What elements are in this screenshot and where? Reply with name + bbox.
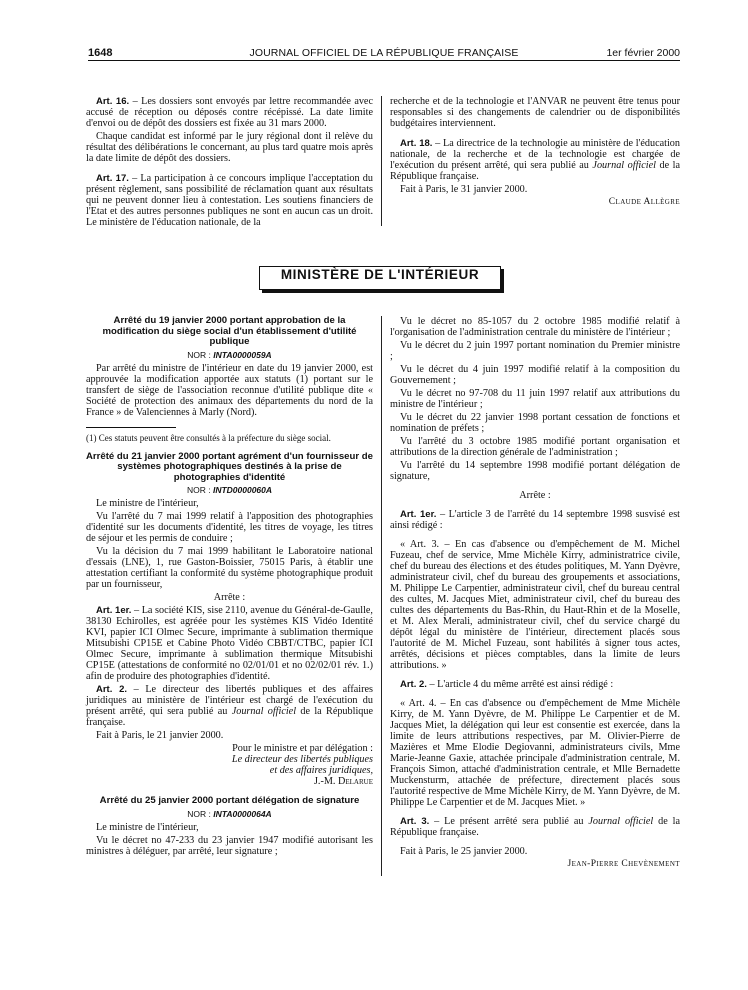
article-label: Art. 18. <box>400 138 433 149</box>
decree-title: Arrêté du 19 janvier 2000 portant approbation de la modification du siège social d'un établissement d'utilité publique <box>102 315 357 347</box>
top-right-column <box>390 96 680 210</box>
visa: Vu l'arrêté du 14 septembre 1998 modifié portant délégation de signature, <box>390 460 680 482</box>
arrete-heading: Arrête : <box>519 490 551 501</box>
paragraph: Vu le décret no 47-233 du 23 janvier 1947 modifié autorisant les ministres à déléguer, par arrêté, leur signature ; <box>86 834 373 857</box>
place-date: Fait à Paris, le 21 janvier 2000. <box>96 730 224 741</box>
article-text: – La participation à ce concours implique l'acceptation du présent règlement, sans possibilité de réclamation quant aux résultats qui ne peuvent donner lieu à contestation. Les soutiens financiers de l'Etat et des autres personnes publiques ne sont en aucun cas un droit. Le ministère de l'éducation nationale, de la <box>86 173 373 228</box>
article-18: Art. 18. – La directrice de la technologie au ministère de l'éducation nationale, de la recherche et de la technologie est chargée de l'exécution du présent arrêté, qui sera publié au Journal officiel de la République française. <box>390 138 681 182</box>
bottom-right-column <box>390 316 680 872</box>
decree-title: Arrêté du 21 janvier 2000 portant agrément d'un fournisseur de systèmes photographiques destinés à la prise de photographies d'identité <box>86 450 373 483</box>
article-1: Art. 1er. – La société KIS, sise 2110, avenue du Général-de-Gaulle, 38130 Echirolles, est agréée pour les systèmes KIS Vidéo Identité KVI, papier ICI Olmec Secure, imprimante à sublimation thermique Mitsubishi CP15E et Cabine Photo Vidéo CBBT/CTBC, papier ICI Olmec Secure, imprimante à sublimation thermique Mitsubishi CP15E (attestations de conformité no 02/01/01 et no 02/02/01 rév. 1.) afin de produire des photographies d'identité. <box>86 605 373 682</box>
column-divider <box>381 316 382 876</box>
quoted-article-3: « Art. 3. – En cas d'absence ou d'empêchement de M. Michel Fuzeau, chef de service, Mme Michèle Kirry, administratrice civile, chef du bureau des élections et des études politiques, M. Yann Dyèvre, administrateur civil, chef du bureau des groupements et associations, M. Philippe Le Carpentier, administrateur civil, chef du bureau central des cultes, M. Jacques Miet, administrateur civil, chef du bureau des cultes des départements du Bas-Rhin, du Haut-Rhin et de la Moselle, et M. Alex Merali, administrateur civil, chef du service chargé du dépôt légal du ministère de l'intérieur, directement placés sous l'autorité de M. Michel Fuzeau, sont habilités à signer tous actes, arrêtés, décisions et pièces comptables, dans la limite de leurs attributions. » <box>390 539 680 671</box>
place-date: Fait à Paris, le 25 janvier 2000. <box>400 846 528 857</box>
paragraph: Vu la décision du 7 mai 1999 habilitant le Laboratoire national d'essais (LNE), 1, rue Gaston-Boissier, 75015 Paris, à établir une attestation certifiant la conformité du système photographique produit par un fournisseur, <box>86 546 373 590</box>
decree-body: Par arrêté du ministre de l'intérieur en date du 19 janvier 2000, est approuvée la modification apportée aux statuts (1) portant sur le transfert de siège de l'association reconnue d'utilité publique dite « Société de protection des animaux des départements du nord de la France » de Valenciennes à Marly (Nord). <box>86 362 373 418</box>
article-16-paragraph: Chaque candidat est informé par le jury régional dont il relève du résultat des délibérations le concernant, au plus tard quatre mois après la date limite de dépôt des dossiers. <box>86 131 373 164</box>
paragraph: Vu l'arrêté du 7 mai 1999 relatif à l'apposition des photographies d'identité sur les documents d'identité, les titres de voyage, les titres de séjour et les permis de conduire ; <box>86 511 373 544</box>
article-label: Art. 17. <box>96 173 129 184</box>
article-label: Art. 16. <box>96 96 130 107</box>
page-header <box>88 47 680 61</box>
visa: Vu le décret du 22 janvier 1998 portant cessation de fonctions et nomination de préfets ; <box>390 412 680 434</box>
article-3: Art. 3. – Le présent arrêté sera publié au Journal officiel de la République française. <box>390 816 681 838</box>
nor-reference: NOR : INTD0000060A <box>186 485 273 495</box>
visa: Vu le décret no 85-1057 du 2 octobre 1985 modifié relatif à l'organisation de l'administration centrale du ministère de l'intérieur ; <box>390 316 680 338</box>
signature-block: Pour le ministre et par délégation : Le directeur des libertés publiques et des affaires juridiques, J.-M. Delarue <box>231 743 373 787</box>
nor-reference: NOR : INTA0000064A <box>187 808 272 819</box>
article-17 <box>86 173 373 228</box>
bottom-left-column <box>86 316 373 859</box>
page-number: 1648 <box>88 47 113 59</box>
signer-name: Jean-Pierre Chevènement <box>567 859 680 869</box>
article-1: Art. 1er. – L'article 3 de l'arrêté du 14 septembre 1998 susvisé est ainsi rédigé : <box>390 509 680 531</box>
quoted-article-4: « Art. 4. – En cas d'absence ou d'empêchement de Mme Michèle Kirry, de M. Yann Dyèvre, de M. Philippe Le Carpentier et de M. Jacques Miet, la délégation qui leur est consentie est exercée, dans la limite de leurs attributions respectives, par M. Olivier-Pierre de Mazières et Mme Elodie Degiovanni, administrateurs civils, Mme Marie-Jeanne Gaxie, attachée principale d'administration centrale, M. François Simon, attaché d'administration centrale, et Mlle Bernadette Muckensturm, attachée de préfecture, directement placés sous l'autorité respective de Mme Michèle Kirry, de M. Yann Dyèvre, de M. Philippe Le Carpentier et de M. Jacques Miet. » <box>390 698 680 808</box>
visa: Vu le décret du 4 juin 1997 modifié relatif à la composition du Gouvernement ; <box>390 364 680 386</box>
column-divider <box>381 96 382 226</box>
article-2: Art. 2. – Le directeur des libertés publiques et des affaires juridiques au ministère de l'intérieur est chargé de l'exécution du présent arrêté, qui sera publié au Journal officiel de la République française. <box>86 684 373 728</box>
footnote-rule <box>86 427 176 428</box>
ministry-title: MINISTÈRE DE L'INTÉRIEUR <box>280 267 480 282</box>
article-16 <box>86 96 373 129</box>
visa: Vu le décret du 2 juin 1997 portant nomination du Premier ministre ; <box>390 340 680 362</box>
article-text: – Les dossiers sont envoyés par lettre recommandée avec accusé de réception ou déposés contre récépissé. La date limite d'envoi ou de dépôt des dossiers est fixée au 31 mars 2000. <box>86 96 373 129</box>
paragraph: Le ministre de l'intérieur, <box>96 498 199 509</box>
journal-title: JOURNAL OFFICIEL DE LA RÉPUBLIQUE FRANÇAISE <box>249 47 519 59</box>
footnote: (1) Ces statuts peuvent être consultés à la préfecture du siège social. <box>86 432 331 443</box>
issue-date: 1er février 2000 <box>606 47 680 59</box>
signer-name: Claude Allègre <box>608 197 680 207</box>
visa: Vu le décret no 97-708 du 11 juin 1997 relatif aux attributions du ministre de l'intérieur ; <box>390 388 680 410</box>
arrete-heading: Arrête : <box>213 592 246 603</box>
place-date: Fait à Paris, le 31 janvier 2000. <box>400 184 528 195</box>
paragraph: Le ministre de l'intérieur, <box>96 821 199 833</box>
article-2: Art. 2. – L'article 4 du même arrêté est ainsi rédigé : <box>400 679 614 690</box>
decree-title: Arrêté du 25 janvier 2000 portant délégation de signature <box>99 795 360 806</box>
ministry-heading <box>259 266 501 290</box>
header-rule <box>88 60 680 61</box>
nor-reference: NOR : INTA0000059A <box>187 349 272 360</box>
continuation-text: recherche et de la technologie et l'ANVAR ne peuvent être tenus pour responsables si des changements de calendrier ou de disponibilités budgétaires interviennent. <box>390 96 680 129</box>
top-left-column <box>86 96 373 230</box>
visa: Vu l'arrêté du 3 octobre 1985 modifié portant organisation et attributions de la direction générale de l'administration ; <box>390 436 680 458</box>
